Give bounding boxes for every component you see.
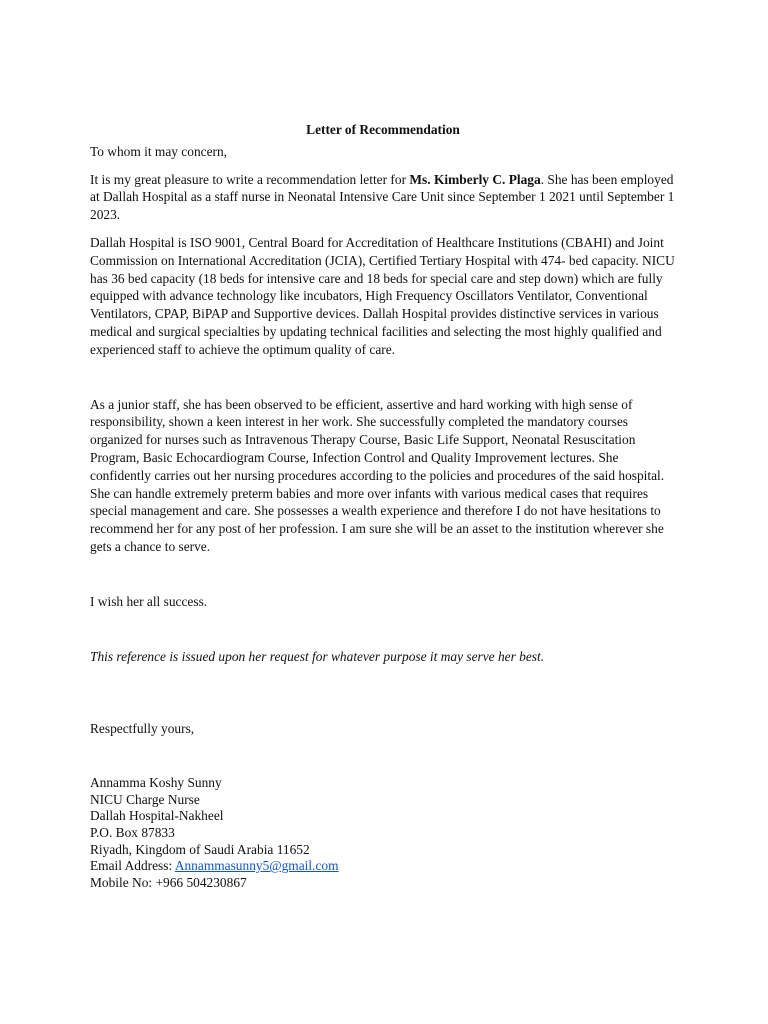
intro-text: It is my great pleasure to write a recommendation letter for [90,171,410,187]
candidate-name: Ms. Kimberly C. Plaga [409,171,541,187]
closing: Respectfully yours, [90,721,195,737]
performance-paragraph: As a junior staff, she has been observed to be efficient, assertive and hard working with high sense of responsibility, shown a keen interest in her work. She successfully completed the mandatory courses organized for nurses such as Intravenous Therapy Course, Basic Life Support, Neonatal Resuscitation Program, Basic Echocardiogram Course, Infection Control and Quality Improvement lectures. She confidently carries out her nursing procedures according to the policies and procedures of the said hospital. She can handle extremely preterm babies and more over infants with various medical cases that requires special management and care. She possesses a wealth experience and therefore I do not have hesitations to recommend her for any post of her profession. I am sure she will be an asset to the institution wherever she gets a chance to serve. [90,396,665,554]
signer-name: Annamma Koshy Sunny [90,775,222,791]
mobile-line: Mobile No: +966 504230867 [90,874,247,890]
intro-rest: . She has been employed at Dallah Hospital as a staff nurse in Neonatal Intensive Care Unit since September 1 2021 until September 1 2023. [90,171,675,223]
hospital-paragraph: Dallah Hospital is ISO 9001, Central Board for Accreditation of Healthcare Institutions (CBAHI) and Joint Commission on International Accreditation (JCIA), Certified Tertiary Hospital with 474- bed capacity. NICU has 36 bed capacity (18 beds for intensive care and 18 beds for special care and step down) which are fully equipped with advance technology like incubators, High Frequency Oscillators Ventilator, Conventional Ventilators, CPAP, BiPAP and Supportive devices. Dallah Hospital provides distinctive services in various medical and surgical specialties by updating technical facilities and selecting the most highly qualified and experienced staff to achieve the optimum quality of care. [90,234,675,357]
signature-block [90,775,680,891]
signer-city: Riyadh, Kingdom of Saudi Arabia 11652 [90,841,310,857]
reference-note: This reference is issued upon her request for whatever purpose it may serve her best. [90,648,545,664]
email-label: Email Address: [90,858,175,874]
intro-paragraph [90,171,680,224]
email-link[interactable]: Annammasunny5@gmail.com [174,858,339,874]
signer-hospital: Dallah Hospital-Nakheel [90,808,224,824]
salutation: To whom it may concern, [90,143,228,159]
signer-po-box: P.O. Box 87833 [90,824,175,840]
signer-position: NICU Charge Nurse [90,791,200,807]
letter-page [90,121,680,891]
letter-title: Letter of Recommendation [306,122,460,137]
wish-paragraph: I wish her all success. [90,593,208,609]
email-line [90,858,680,875]
